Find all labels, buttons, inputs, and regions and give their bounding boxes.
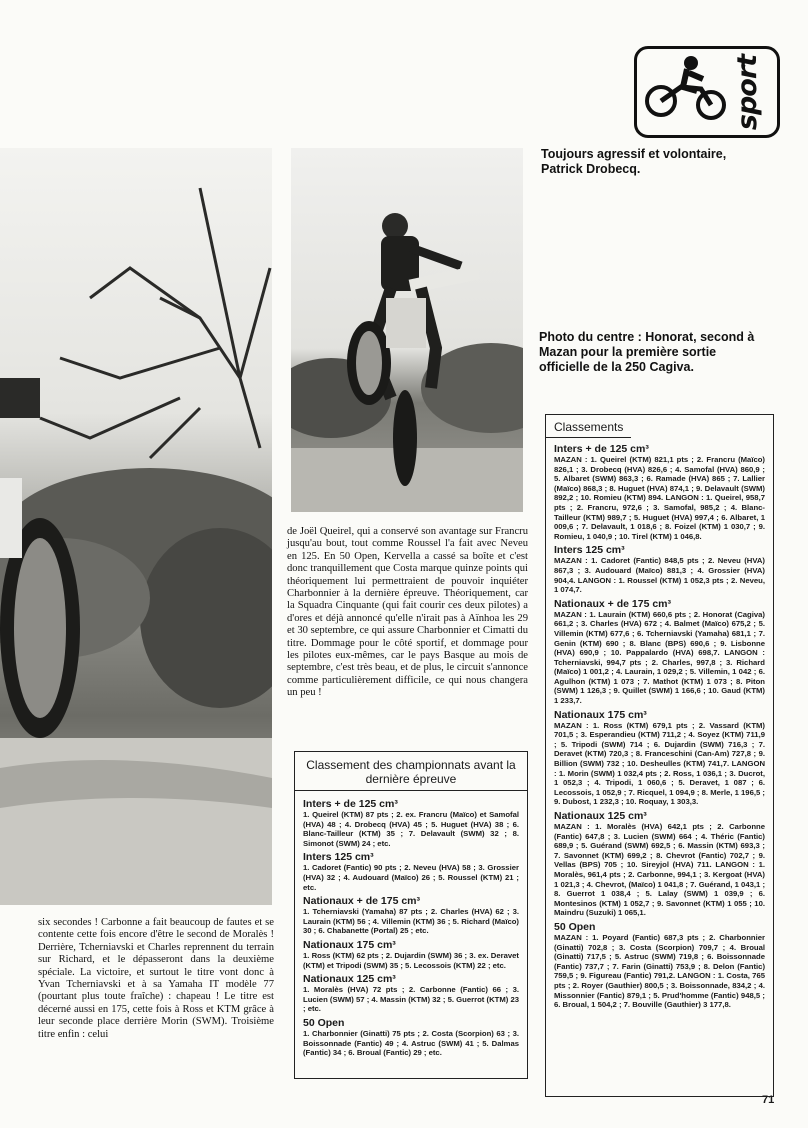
standing-section-head: Inters + de 125 cm³: [303, 798, 398, 810]
motorcycle-icon: [639, 51, 733, 131]
standing-section: [303, 939, 519, 970]
standing-section-text: 1. Moralès (HVA) 72 pts ; 2. Carbonne (Fantic) 66 ; 3. Lucien (SWM) 57 ; 4. Massin (KTM) 32 ; 5. Guerrot (KTM) 23 ; etc.: [303, 985, 519, 1014]
result-section-text: MAZAN : 1. Laurain (KTM) 660,6 pts ; 2. Honorat (Cagiva) 661,2 ; 3. Charles (HVA) 672 ; 4. Balmet (Maïco) 675,2 ; 5. Villemin (KTM) 677,6 ; 6. Tcherniavski (Yamaha) 681,1 ; 7. Genin (KTM) 690 ; 8. Blanc (BPS) 690,6 ; 9. Lisbonne (HVA) 690,9 ; 10. Pappalardo (HVA) 698,7. LANGON : Tcherniavski, 994,7 pts ; 2. Charles, 997,8 ; 3. Richard (Maïco) 1 001,2 ; 4. Laurain, 1 029,2 ; 5. Villemin, 1 042 ; 6. Agulhon (KTM) 1 073 ; 7. Mathot (KTM) 1 073 ; 8. Piton (SWM) 1 126,3 ; 9. Quillet (SWM) 1 166,6 ; 10. Gaud (KTM) 1 233,7.: [554, 609, 765, 706]
result-section-head: Inters 125 cm³: [554, 544, 625, 557]
result-section-head: Nationaux 175 cm³: [554, 708, 647, 721]
race-results-box: [545, 414, 774, 1097]
result-section-text: MAZAN : 1. Poyard (Fantic) 687,3 pts ; 2. Charbonnier (Ginatti) 702,8 ; 3. Costa (Scorpion) 709,7 ; 4. Broual (Ginatti) 717,5 ; 5. Astruc (SWM) 719,8 ; 6. Boissonnade (Fantic) 737,7 ; 7. Farin (Ginatti) 753,9 ; 8. Delon (Fantic) 759,5 ; 9. Figureau (Fantic) 791,2. LANGON : 1. Costa, 765 pts ; 2. Royer (Gauthier) 800,5 ; 3. Boissonnade, 834,2 ; 4. Missonnier (Fantic) 879,1 ; 5. Prud'homme (Fantic) 948,5 ; 6. Broual, 1 504,2 ; 7. Bouville (Gauthier) 3 177,8.: [554, 932, 765, 1010]
race-results-list: [546, 438, 773, 1014]
result-section-head: 50 Open: [554, 920, 596, 933]
standing-section-text: 1. Tcherniavski (Yamaha) 87 pts ; 2. Charles (HVA) 62 ; 3. Laurain (KTM) 56 ; 4. Villemin (KTM) 36 ; 5. Richard (Maïco) 30 ; 6. Chabanette (Portal) 25 ; etc.: [303, 907, 519, 936]
result-section-head: Inters + de 125 cm³: [554, 443, 649, 455]
standing-section: [303, 1017, 519, 1058]
result-section-text: MAZAN : 1. Ross (KTM) 679,1 pts ; 2. Vassard (KTM) 701,5 ; 3. Esperandieu (KTM) 711,2 ; 4. Soyez (KTM) 711,9 ; 5. Tripodi (SWM) 714 ; 6. Dujardin (SWM) 716,3 ; 7. Deravet (KTM) 720,3 ; 8. Franceschini (Can-Am) 727,8 ; 9. Billion (SWM) 732 ; 10. Desheulles (KTM) 741,7. LANGON : 1. Morin (SWM) 1 032,4 pts ; 2. Ross, 1 036,1 ; 3. Ducrot, 1 052,3 ; 4. Tripodi, 1 060,6 ; 5. Deravet, 1 087 ; 6. Lecossois, 1 052,9 ; 7. Ricquel, 1 094,9 ; 8. Merle, 1 196,5 ; 9. Dubost, 1 232,3 ; 10. Roquay, 1 303,3.: [554, 720, 765, 807]
result-section: [554, 544, 765, 594]
result-section-head: Nationaux 125 cm³: [554, 810, 647, 822]
sport-logo-text: sport: [731, 54, 763, 131]
result-section-text: MAZAN : 1. Queirel (KTM) 821,1 pts ; 2. Francru (Maïco) 826,1 ; 3. Drobecq (HVA) 826,6 ; 4. Samofal (HVA) 860,9 ; 5. Albaret (SWM) 863,3 ; 6. Ramade (HVA) 865 ; 7. Lallier (Maïco) 868,3 ; 8. Huguet (HVA) 874,1 ; 9. Delavault (SWM) 892,2 ; 10. Romieu (KTM) 894. LANGON : 1. Queirel, 958,7 pts ; 2. Francru, 972,6 ; 3. Samofal, 985,2 ; 4. Blanc-Tailleur (KTM) 989,7 ; 5. Huguet (HVA) 997,4 ; 6. Albaret, 1 009,6 ; 7. Delavault, 1 018,6 ; 8. Foizel (KTM) 1 030,7 ; 9. Romieu, 1 040,9 ; 10. Tirel (KTM) 1 046,8.: [554, 455, 765, 541]
standing-section-text: 1. Cadoret (Fantic) 90 pts ; 2. Neveu (HVA) 58 ; 3. Grossier (HVA) 32 ; 4. Audouard (Maïco) 26 ; 5. Roussel (KTM) 21 ; etc.: [303, 863, 519, 892]
championship-standings-title: Classement des championnats avant la dernière épreuve: [295, 752, 527, 791]
result-section: [554, 921, 765, 1010]
standing-section-text: 1. Ross (KTM) 62 pts ; 2. Dujardin (SWM) 36 ; 3. ex. Deravet (KTM) et Tripodi (SWM) 35 ; 5. Lecossois (KTM) 22 ; etc.: [303, 950, 519, 970]
result-section-text: MAZAN : 1. Cadoret (Fantic) 848,5 pts ; 2. Neveu (HVA) 867,3 ; 3. Audouard (Maïco) 881,3 ; 4. Grossier (HVA) 904,4. LANGON : 1. Roussel (KTM) 1 052,3 pts ; 2. Neveu, 1 074,7.: [554, 556, 765, 595]
left-photo-image: [0, 148, 272, 905]
body-text-left-column: six secondes ! Carbonne a fait beaucoup de fautes et se contente cette fois encore d'être le second de Moralès ! Derrière, Tcherniavski et Charles reprennent du terrain sur Richard, et le dépasseront dans la deuxième spéciale. La victoire, et surtout le titre vont donc à Yvan Tcherniavski et à sa Yamaha IT modèle 77 (pourtant plus toute fraîche) : chapeau ! Le titre est décerné aussi en 175, cette fois à Ross et KTM grâce à leur seconde place derrière Morin (SWM). Troisième titre enfin : celui: [38, 917, 274, 1040]
center-photo: [291, 148, 523, 512]
standing-section: [303, 895, 519, 936]
standing-section: [303, 851, 519, 892]
standing-section-text: 1. Charbonnier (Ginatti) 75 pts ; 2. Costa (Scorpion) 63 ; 3. Boissonnade (Fantic) 49 ; 4. Astruc (SWM) 41 ; 5. Dalmas (Fantic) 34 ; 6. Broual (Fantic) 29 ; etc.: [303, 1028, 519, 1058]
sport-logo: [634, 46, 780, 138]
result-section: [554, 810, 765, 918]
championship-standings-box: [294, 751, 528, 1079]
standing-section-head: Inters 125 cm³: [303, 851, 374, 864]
result-section-text: MAZAN : 1. Moralès (HVA) 642,1 pts ; 2. Carbonne (Fantic) 647,8 ; 3. Lucien (SWM) 664 ; 4. Théric (Fantic) 689,9 ; 5. Guérand (SWM) 692,5 ; 6. Massin (KTM) 693,3 ; 7. Savonnet (KTM) 699,2 ; 8. Chevrot (Fantic) 702,7 ; 9. Vellas (BPS) 705 ; 10. Sireyjol (HVA) 711. LANGON : 1. Moralès, 961,4 pts ; 2. Carbonne, 994,1 ; 3. Kergoat (HVA) 1 021,3 ; 4. Chevrot, (Maïco) 1 041,8 ; 7. Guérand, 1 043,1 ; 8. Guerrot 1 038,4 ; 5. Lalay (SWM) 1 039,9 ; 6. Montesinos (KTM) 1 052,7 ; 9. Savonnet (KTM) 1 055 ; 10. Maindru (Suzuki) 1 065,1.: [554, 822, 765, 918]
caption-top-right: Toujours agressif et volontaire, Patrick Drobecq.: [541, 147, 727, 176]
result-section: [554, 443, 765, 541]
race-results-title: Classements: [546, 415, 631, 438]
standing-section: [303, 798, 519, 848]
standing-section-head: Nationaux 125 cm³: [303, 973, 396, 986]
standing-section-head: 50 Open: [303, 1016, 345, 1029]
standing-section: [303, 973, 519, 1014]
standing-section-head: Nationaux 175 cm³: [303, 938, 396, 951]
body-text-center-column: de Joël Queirel, qui a conservé son avantage sur Francru jusqu'au bout, tout comme Roussel l'a fait avec Neveu en 125. En 50 Open, Kervella a cassé sa boîte et c'est donc tranquillement que Costa marque quinze points qui théoriquement lui permettraient de pouvoir inquiéter Charbonnier à la dernière épreuve. Théoriquement, car la Squadra Cinquante (qui fait courir ces deux pilotes) a d'ores et déjà annoncé qu'elle n'irait pas à Aïnhoa les 29 et 30 septembre, ce qui assure Charbonnier et Cimatti du titre. Dommage pour le côté sportif, et dommage pour les pilotes eux-mêmes, car le pays Basque au mois de septembre, c'est très beau, et de plus, le circuit s'annonce comme particulièrement difficile, ce qui nous changera un peu !: [287, 526, 528, 699]
left-photo: [0, 148, 272, 905]
result-section: [554, 709, 765, 807]
caption-center: Photo du centre : Honorat, second à Mazan pour la première sortie officielle de la 250 Cagiva.: [539, 330, 755, 374]
result-section-head: Nationaux + de 175 cm³: [554, 597, 672, 610]
center-photo-image: [291, 148, 523, 512]
result-section: [554, 598, 765, 706]
standing-section-text: 1. Queirel (KTM) 87 pts ; 2. ex. Francru (Maïco) et Samofal (HVA) 48 ; 4. Drobecq (HVA) 45 ; 5. Huguet (HVA) 38 ; 6. Blanc-Tailleur (KTM) 35 ; 7. Delavault (SWM) 32 ; 8. Simonot (SWM) 24 ; etc.: [303, 810, 519, 848]
championship-standings-list: [295, 791, 527, 1062]
standing-section-head: Nationaux + de 175 cm³: [303, 895, 421, 908]
page-number: 71: [762, 1094, 775, 1106]
